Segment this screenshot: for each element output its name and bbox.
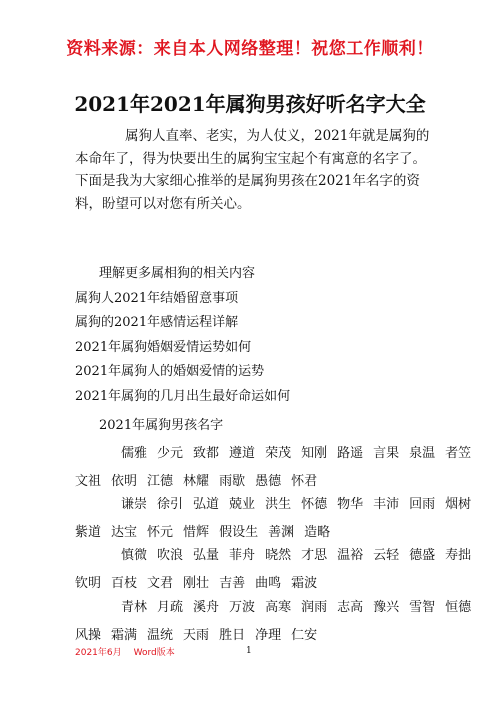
name-item: 路遥 xyxy=(337,446,364,461)
name-item: 物华 xyxy=(337,497,364,512)
name-item: 依明 xyxy=(111,474,138,489)
related-link[interactable]: 属狗的2021年感情运程详解 xyxy=(75,315,239,330)
name-item: 吹浪 xyxy=(157,548,184,563)
name-item: 造略 xyxy=(304,525,331,540)
name-item: 慎微 xyxy=(121,548,148,563)
name-item: 才思 xyxy=(301,548,328,563)
name-item: 志高 xyxy=(337,600,364,615)
name-item: 云轻 xyxy=(373,548,400,563)
name-group xyxy=(75,594,472,650)
name-item: 弘道 xyxy=(193,497,220,512)
name-item: 德盛 xyxy=(409,548,436,563)
footer-meta xyxy=(75,645,175,658)
name-item: 烟树 xyxy=(445,497,472,512)
name-item: 紫道 xyxy=(75,525,102,540)
name-item: 净理 xyxy=(255,628,282,643)
name-item: 荣茂 xyxy=(265,446,292,461)
name-item: 雪智 xyxy=(409,600,436,615)
name-item: 兢业 xyxy=(229,497,256,512)
name-item: 怀元 xyxy=(147,525,174,540)
name-item: 刚壮 xyxy=(183,576,210,591)
name-item: 达宝 xyxy=(111,525,138,540)
name-item: 曲鸣 xyxy=(255,576,282,591)
name-item: 温统 xyxy=(147,628,174,643)
name-item: 遵道 xyxy=(229,446,256,461)
related-link[interactable]: 2021年属狗婚姻爱情运势如何 xyxy=(75,339,252,355)
name-item: 愚德 xyxy=(255,474,282,489)
name-group xyxy=(75,542,472,598)
name-line xyxy=(75,542,472,570)
name-item: 儒雅 xyxy=(121,446,148,461)
name-item: 善渊 xyxy=(268,525,295,540)
name-line xyxy=(75,594,472,622)
name-item: 晓然 xyxy=(265,548,292,563)
footer-version: Word版本 xyxy=(133,648,175,658)
page-number: 1 xyxy=(246,646,252,656)
name-item: 恒德 xyxy=(445,600,472,615)
name-item: 言果 xyxy=(373,446,400,461)
name-item: 霜波 xyxy=(291,576,318,591)
name-item: 假设生 xyxy=(219,525,259,540)
name-item: 溪舟 xyxy=(193,600,220,615)
name-item: 文祖 xyxy=(75,474,102,489)
name-item: 豫兴 xyxy=(373,600,400,615)
name-item: 江德 xyxy=(147,474,174,489)
name-item: 丰沛 xyxy=(373,497,400,512)
name-group xyxy=(75,491,472,547)
name-line xyxy=(75,440,472,468)
name-item: 霜满 xyxy=(111,628,138,643)
name-item: 怀德 xyxy=(301,497,328,512)
footer-date: 2021年6月 xyxy=(75,648,122,658)
name-item: 仁安 xyxy=(291,628,318,643)
source-banner: 资料来源：来自本人网络整理！祝您工作顺利！ xyxy=(66,39,434,59)
intro-paragraph: 属狗人直率、老实，为人仗义，2021年就是属狗的本命年了，得为快要出生的属狗宝宝起个有寓意的名字了。下面是我为大家细心推举的是属狗男孩在2021年名字的资料，盼望可以对您有所关心。 xyxy=(75,128,430,212)
name-item: 钦明 xyxy=(75,576,102,591)
page-title: 2021年2021年属狗男孩好听名字大全 xyxy=(74,92,426,116)
name-item: 菲舟 xyxy=(229,548,256,563)
name-item: 雨歇 xyxy=(219,474,246,489)
name-item: 润雨 xyxy=(301,600,328,615)
name-item: 惜辉 xyxy=(183,525,210,540)
name-item: 回雨 xyxy=(409,497,436,512)
related-link[interactable]: 2021年属狗人的婚姻爱情的运势 xyxy=(75,364,265,379)
related-link[interactable]: 2021年属狗的几月出生最好命运如何 xyxy=(75,388,291,404)
name-item: 青林 xyxy=(121,600,148,615)
name-item: 谦崇 xyxy=(121,497,148,512)
name-item: 者笠 xyxy=(445,446,472,461)
name-item: 弘量 xyxy=(193,548,220,563)
name-item: 致都 xyxy=(193,446,220,461)
name-item: 文君 xyxy=(147,576,174,591)
name-item: 高寒 xyxy=(265,600,292,615)
name-item: 月疏 xyxy=(157,600,184,615)
name-item: 洪生 xyxy=(265,497,292,512)
name-item: 吉善 xyxy=(219,576,246,591)
name-item: 温裕 xyxy=(337,548,364,563)
name-group xyxy=(75,440,472,496)
name-item: 林耀 xyxy=(183,474,210,489)
names-section-heading: 2021年属狗男孩名字 xyxy=(99,418,224,433)
name-item: 寿拙 xyxy=(445,548,472,563)
related-links-list xyxy=(75,262,290,409)
name-item: 胜日 xyxy=(219,628,246,643)
name-item: 泉温 xyxy=(409,446,436,461)
related-links-heading: 理解更多属相狗的相关内容 xyxy=(99,266,256,281)
name-item: 天雨 xyxy=(183,628,210,643)
name-item: 风操 xyxy=(75,628,102,643)
related-link[interactable]: 属狗人2021年结婚留意事项 xyxy=(75,290,239,306)
name-item: 徐引 xyxy=(157,497,184,512)
name-item: 万波 xyxy=(229,600,256,615)
name-item: 少元 xyxy=(157,446,184,461)
name-item: 知刚 xyxy=(301,446,328,461)
name-item: 百枝 xyxy=(111,576,138,591)
name-line xyxy=(75,491,472,519)
name-item: 怀君 xyxy=(291,474,318,489)
